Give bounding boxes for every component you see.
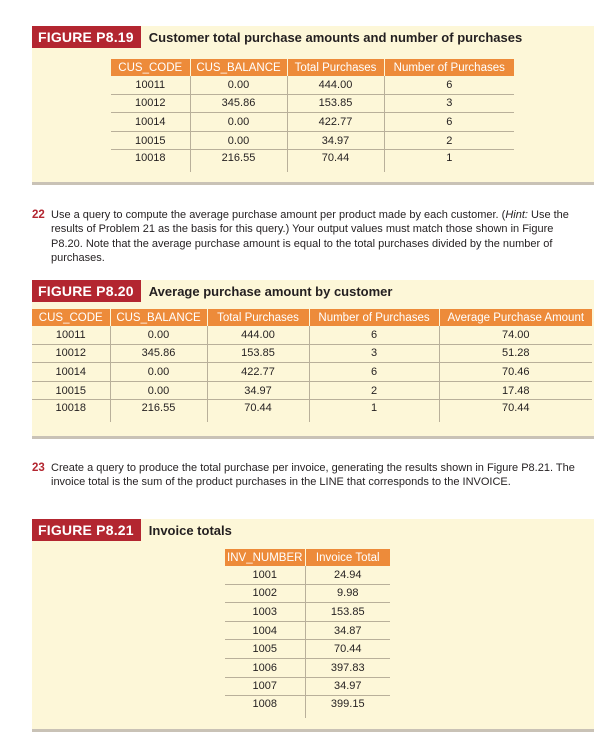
table-cell: 399.15 <box>330 698 365 711</box>
table-cell: 2 <box>384 131 514 150</box>
table-cell: 0.00 <box>110 381 207 400</box>
table-cell: 10014 <box>111 113 190 132</box>
table-cell: 10012 <box>32 344 110 363</box>
table-cell: 1 <box>446 152 453 165</box>
question-text-part: Use the results of Problem 21 as the basis for this query.) Your output values must match those shown in Figure P8.20. Note that the average purchase amount is equal to the total purchases divided by the number of purchases. <box>51 209 569 265</box>
table-header-row <box>225 549 390 566</box>
table-row <box>111 113 514 132</box>
customer-purchases-table <box>111 59 514 172</box>
figure-label: FIGURE P8.19 <box>32 26 141 48</box>
table-cell: 1003 <box>225 603 305 622</box>
table-row <box>225 658 390 677</box>
table-cell: 0.00 <box>190 113 287 132</box>
table-cell: 6 <box>384 76 514 94</box>
table-cell: 1007 <box>225 677 305 696</box>
table-cell: 422.77 <box>287 113 384 132</box>
question-text <box>51 208 588 266</box>
table-cell: 0.00 <box>110 363 207 382</box>
column-header: CUS_CODE <box>111 59 190 76</box>
table-row <box>111 131 514 150</box>
hint-label: Hint: <box>505 209 528 221</box>
table-row <box>32 344 592 363</box>
table-cell: 216.55 <box>190 150 287 173</box>
table-cell: 70.46 <box>439 363 592 382</box>
table-cell: 444.00 <box>287 76 384 94</box>
figure-label: FIGURE P8.21 <box>32 519 141 541</box>
figure-title: Invoice totals <box>148 522 232 538</box>
table-cell: 6 <box>309 363 439 382</box>
table-cell: 9.98 <box>305 584 390 603</box>
table-row <box>225 640 390 659</box>
table-cell: 153.85 <box>287 94 384 113</box>
figure-title: Customer total purchase amounts and number of purchases <box>148 29 523 45</box>
table-cell: 70.44 <box>287 150 384 173</box>
table-row <box>225 584 390 603</box>
table-cell: 17.48 <box>439 381 592 400</box>
figure-header <box>32 280 392 302</box>
table-cell: 1001 <box>225 566 305 584</box>
column-header: CUS_BALANCE <box>110 309 207 326</box>
column-header: Number of Purchases <box>384 59 514 76</box>
table-cell: 70.44 <box>207 400 309 423</box>
table-cell: 10012 <box>111 94 190 113</box>
table-cell: 1002 <box>225 584 305 603</box>
table-row <box>111 150 514 173</box>
column-header: CUS_CODE <box>32 309 110 326</box>
table-cell: 10018 <box>32 400 110 423</box>
column-header: INV_NUMBER <box>225 549 305 566</box>
table-cell: 0.00 <box>190 76 287 94</box>
table-cell: 51.28 <box>439 344 592 363</box>
table-cell: 1004 <box>225 621 305 640</box>
table-cell: 3 <box>309 344 439 363</box>
table-cell: 397.83 <box>305 658 390 677</box>
table-row <box>225 677 390 696</box>
table-cell: 10015 <box>111 131 190 150</box>
table-cell: 34.87 <box>305 621 390 640</box>
table-cell: 10018 <box>111 150 190 173</box>
figure-p8-20 <box>32 280 594 439</box>
table-cell: 10014 <box>32 363 110 382</box>
question-text: Create a query to produce the total purchase per invoice, generating the results shown in Figure P8.21. The invoice total is the sum of the product purchases in the LINE that corresponds to the INVOICE. <box>51 462 575 489</box>
question-text-part: Use a query to compute the average purchase amount per product made by each customer. ( <box>51 209 506 221</box>
table-cell: 10011 <box>32 326 110 344</box>
column-header: Total Purchases <box>287 59 384 76</box>
table-row <box>225 566 390 584</box>
table-cell: 34.97 <box>287 131 384 150</box>
column-header: Average Purchase Amount <box>439 309 592 326</box>
table-row <box>32 381 592 400</box>
table-cell: 34.97 <box>305 677 390 696</box>
column-header: Number of Purchases <box>309 309 439 326</box>
table-cell: 6 <box>384 113 514 132</box>
table-cell: 34.97 <box>207 381 309 400</box>
table-cell: 10011 <box>111 76 190 94</box>
table-row <box>32 400 592 423</box>
table-cell: 70.44 <box>501 402 530 415</box>
table-cell: 1006 <box>225 658 305 677</box>
table-cell: 74.00 <box>439 326 592 344</box>
table-cell: 1 <box>309 400 439 423</box>
table-row <box>225 603 390 622</box>
table-cell: 1005 <box>225 640 305 659</box>
table-cell: 6 <box>309 326 439 344</box>
question-22 <box>32 208 588 266</box>
column-header: Invoice Total <box>305 549 390 566</box>
table-row <box>111 76 514 94</box>
table-cell: 0.00 <box>110 326 207 344</box>
figure-header <box>32 519 232 541</box>
figure-p8-21 <box>32 519 594 732</box>
figure-label: FIGURE P8.20 <box>32 280 141 302</box>
question-number: 23 <box>32 462 45 474</box>
table-cell: 422.77 <box>207 363 309 382</box>
question-number: 22 <box>32 209 45 221</box>
table-cell: 444.00 <box>207 326 309 344</box>
table-row <box>225 696 390 719</box>
table-cell: 345.86 <box>110 344 207 363</box>
table-cell: 153.85 <box>305 603 390 622</box>
question-23 <box>32 461 588 490</box>
table-row <box>32 326 592 344</box>
figure-header <box>32 26 522 48</box>
average-purchase-table <box>32 309 592 422</box>
table-row <box>111 94 514 113</box>
invoice-totals-table <box>225 549 390 718</box>
table-cell: 0.00 <box>190 131 287 150</box>
table-cell: 216.55 <box>110 400 207 423</box>
table-cell: 3 <box>384 94 514 113</box>
table-cell: 153.85 <box>207 344 309 363</box>
table-cell: 24.94 <box>305 566 390 584</box>
table-header-row <box>111 59 514 76</box>
table-cell: 345.86 <box>190 94 287 113</box>
table-cell: 2 <box>309 381 439 400</box>
figure-title: Average purchase amount by customer <box>148 283 393 299</box>
table-row <box>225 621 390 640</box>
column-header: CUS_BALANCE <box>190 59 287 76</box>
table-cell: 10015 <box>32 381 110 400</box>
table-cell: 70.44 <box>305 640 390 659</box>
table-row <box>32 363 592 382</box>
table-header-row <box>32 309 592 326</box>
figure-p8-19 <box>32 26 594 185</box>
column-header: Total Purchases <box>207 309 309 326</box>
table-cell: 1008 <box>225 696 305 719</box>
